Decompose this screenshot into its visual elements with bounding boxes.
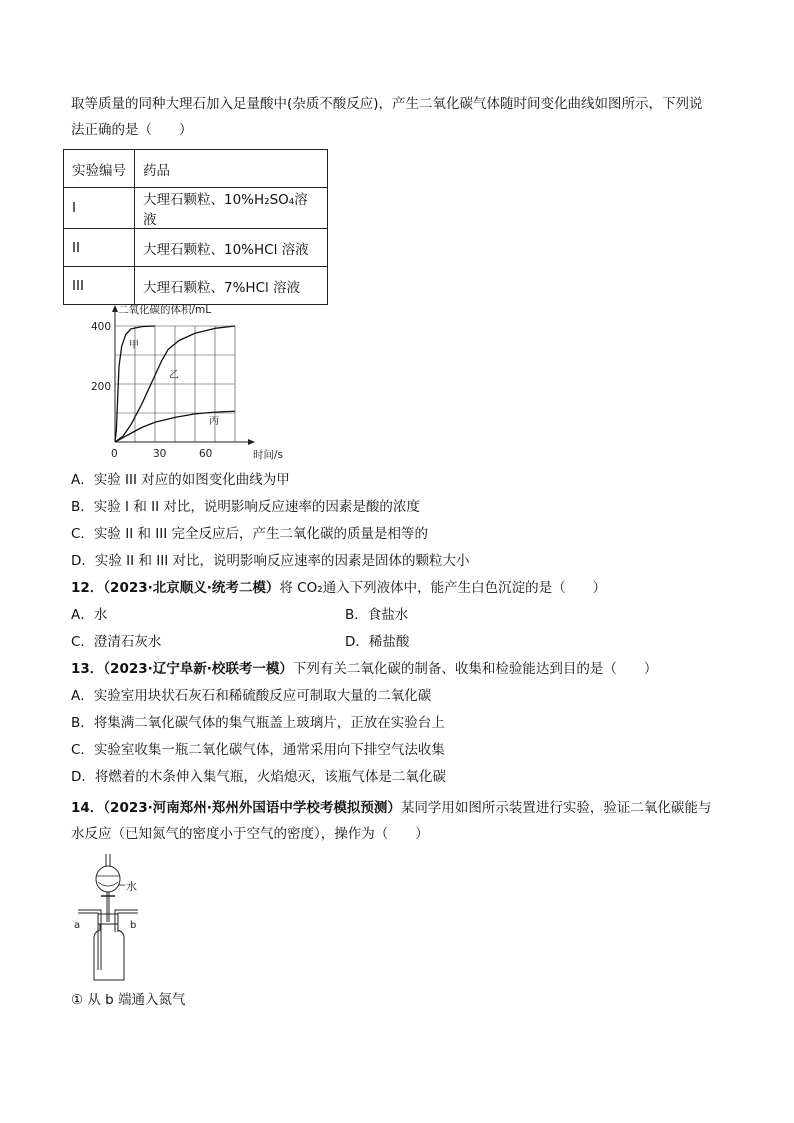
question-12 [71,579,606,597]
table-row [64,267,328,305]
x-tick-label: 60 [199,448,213,460]
q14-stem-line1: 某同学用如图所示装置进行实验，验证二氧化碳能与 [400,800,712,816]
y-axis-label: 二氧化碳的体积/mL [118,304,212,316]
co2-volume-chart [85,300,285,465]
q12-option-a: A．水 [71,607,108,623]
q11-option-a: A．实验 III 对应的如图变化曲线为甲 [71,472,290,488]
separatory-funnel-bulb [96,866,120,892]
gas-bottle-apparatus [68,852,158,982]
question-14 [71,799,711,817]
series-label-yi: 乙 [169,370,179,381]
x-axis-label: 时间/s [253,449,284,461]
q11-stem-line1: 取等质量的同种大理石加入足量酸中(杂质不酸反应)，产生二氧化碳气体随时间变化曲线如图所示，下列说 [71,96,703,112]
q12-source: （2023·北京顺义·统考二模） [103,580,280,596]
q12-option-b: B．食盐水 [345,607,409,623]
q13-option-c: C．实验室收集一瓶二氧化碳气体，通常采用向下排空气法收集 [71,742,445,758]
q11-option-b: B．实验 I 和 II 对比，说明影响反应速率的因素是酸的浓度 [71,499,420,515]
q11-option-d: D．实验 II 和 III 对比，说明影响反应速率的因素是固体的颗粒大小 [71,553,470,569]
tube-a-label: a [74,920,81,931]
q14-step1: ① 从 b 端通入氮气 [71,992,186,1008]
q13-source: （2023·辽宁阜新·校联考一模） [103,661,293,677]
table-header-cell: 实验编号 [64,150,135,188]
x-tick-label: 30 [153,448,167,460]
tube-b-label: b [130,920,137,931]
table-header-cell: 药品 [135,150,328,188]
table-cell-drug: 大理石颗粒、7%HCl 溶液 [135,267,328,305]
q14-stem-line2: 水反应（已知氮气的密度小于空气的密度），操作为（ ） [71,826,429,842]
water-label: 水 [126,880,137,893]
q14-number: 14． [71,800,104,816]
q12-number: 12． [71,580,104,596]
table-header-row [64,150,328,188]
q13-option-b: B．将集满二氧化碳气体的集气瓶盖上玻璃片，正放在实验台上 [71,715,445,731]
y-tick-label: 400 [91,321,112,333]
series-label-bing: 丙 [209,416,219,427]
q13-option-a: A．实验室用块状石灰石和稀硫酸反应可制取大量的二氧化碳 [71,688,432,704]
q11-option-c: C．实验 II 和 III 完全反应后，产生二氧化碳的质量是相等的 [71,526,428,542]
table-cell-drug: 大理石颗粒、10%HCl 溶液 [135,229,328,267]
x-tick-label: 0 [111,448,118,460]
table-cell-drug: 大理石颗粒、10%H₂SO₄溶液 [135,188,328,229]
q12-stem: 将 CO₂通入下列液体中，能产生白色沉淀的是（ ） [279,580,607,596]
table-cell-id: III [64,267,135,305]
q13-stem: 下列有关二氧化碳的制备、收集和检验能达到目的是（ ） [292,661,658,677]
table-row [64,188,328,229]
series-label-jia: 甲 [129,340,139,351]
experiment-table [63,149,328,305]
y-tick-label: 200 [91,381,112,393]
q12-option-d: D．稀盐酸 [345,634,410,650]
x-axis-arrow [248,439,255,445]
q14-source: （2023·河南郑州·郑州外国语中学校考模拟预测） [103,800,401,816]
table-row [64,229,328,267]
table-cell-id: I [64,188,135,229]
question-13 [71,660,657,678]
q12-option-c: C．澄清石灰水 [71,634,162,650]
table-cell-id: II [64,229,135,267]
q13-option-d: D．将燃着的木条伸入集气瓶，火焰熄灭，该瓶气体是二氧化碳 [71,769,446,785]
q11-stem-line2: 法正确的是（ ） [71,122,193,138]
q13-number: 13． [71,661,104,677]
